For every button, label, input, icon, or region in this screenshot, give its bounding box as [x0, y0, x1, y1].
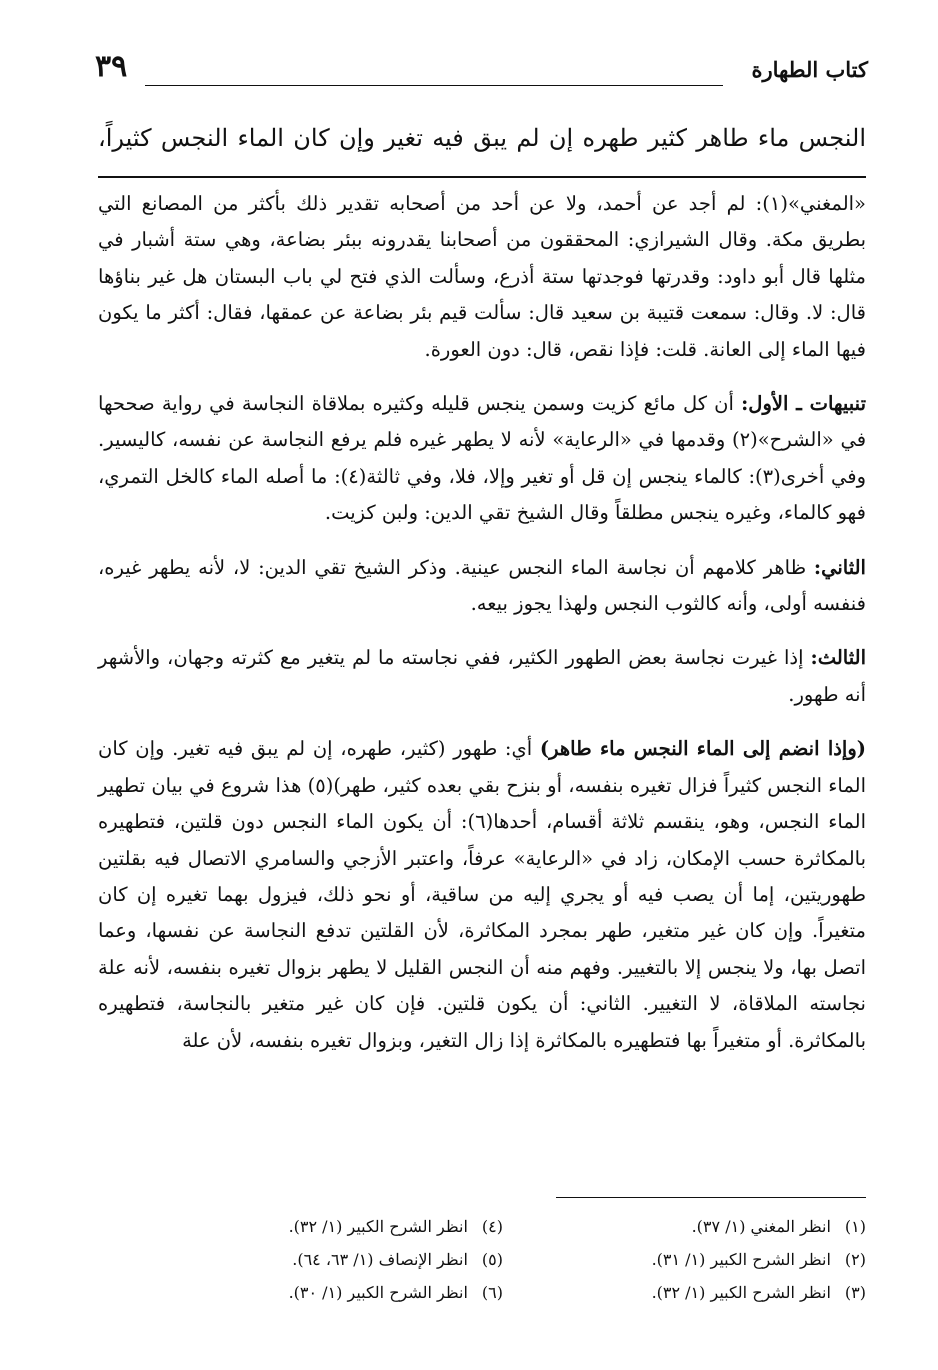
footnote-text: انظر الشرح الكبير (١/ ٣٢). — [288, 1217, 468, 1236]
footnote-column-left — [180, 1210, 503, 1309]
paragraph-text: إذا غيرت نجاسة بعض الطهور الكثير، ففي نجاسته ما لم يتغير مع كثرته وجهان، والأشهر أنه طهور. — [98, 646, 866, 706]
footnotes — [180, 1210, 866, 1309]
matn-text: النجس ماء طاهر كثير طهره إن لم يبق فيه تغير وإن كان الماء النجس كثيراً، — [98, 124, 866, 152]
footnote-number: (١) — [844, 1217, 866, 1236]
paragraph-5 — [98, 731, 866, 1059]
footnote-number: (٢) — [844, 1250, 866, 1269]
footnote-number: (٥) — [481, 1250, 503, 1269]
footnote-number: (٤) — [481, 1217, 503, 1236]
paragraph-lead: الثالث: — [810, 646, 866, 670]
paragraph-text: «المغني»(١): لم أجد عن أحمد، ولا عن أحد من أصحابه تقدير ذلك بأكثر من المصانع التي بطريق مكة. وقال الشيرازي: المحققون من أصحابنا يقدرونه ببئر بضاعة، وهي ستة أشبار في مثلها قال أبو داود: وقدرتها فوجدتها ستة أذرع، وسألت الذي فتح لي باب البستان هل غير بناؤها قال: لا. وقال: سمعت قتيبة بن سعيد قال: سألت قيم بئر بضاعة عن عمقها، فقال: أكثر ما يكون فيها الماء إلى العانة. قلت: فإذا نقص، قال: دون العورة. — [98, 192, 866, 361]
paragraph-text: أي: طهور (كثير، طهره، إن لم يبق فيه تغير. وإن كان الماء النجس كثيراً فزال تغيره بنفسه، أو بنزح بقي بعده كثير، طهر)(٥) هذا شروع في بيان تطهير الماء النجس، وهو، ينقسم ثلاثة أقسام، أحدها(٦): أن يكون الماء النجس دون قلتين، فتطهيره بالمكاثرة حسب الإمكان، زاد في «الرعاية» عرفاً، واعتبر الأزجي والسامري الاتصال فيه بقلتين طهوريتين، إما أن يصب فيه أو يجري إليه من ساقية، أو نحو ذلك، فيزول بهما تغيره إن كان متغيراً. وإن كان غير متغير، طهر بمجرد المكاثرة، لأن القلتين تدفع النجاسة عن نفسها، وعما اتصل بها، ولا ينجس إلا بالتغيير. وفهم منه أن النجس القليل لا يطهر بزوال تغيره بنفسه، لأنه علة نجاسته الملاقاة، لا التغيير. الثاني: أن يكون قلتين. فإن كان غير متغير بالنجاسة، فتطهيره بالمكاثرة. أو متغيراً بها فتطهيره بالمكاثرة إذا زال التغير، وبزوال تغيره بنفسه، لأن علة — [98, 737, 867, 1052]
footnote-text: انظر الشرح الكبير (١/ ٣٢). — [651, 1283, 831, 1302]
paragraph-text: ظاهر كلامهم أن نجاسة الماء النجس عينية. وذكر الشيخ تقي الدين: لا، لأنه يطهر غيره، فنفسه أولى، وأنه كالثوب النجس ولهذا يجوز بيعه. — [98, 555, 866, 616]
paragraph-4 — [98, 640, 866, 713]
header-rule — [145, 85, 723, 86]
footnote-text: انظر الشرح الكبير (١/ ٣١). — [651, 1250, 831, 1269]
footnote-item — [180, 1210, 503, 1243]
paragraph-2 — [98, 386, 866, 532]
footnote-rule — [556, 1197, 866, 1198]
footnote-item — [180, 1276, 503, 1309]
footnote-number: (٦) — [481, 1283, 503, 1302]
footnote-column-right — [543, 1210, 866, 1309]
footnote-item — [543, 1276, 866, 1309]
paragraph-1 — [98, 186, 866, 368]
footnote-item — [180, 1243, 503, 1276]
commentary-body — [98, 186, 866, 1077]
paragraph-text: أن كل مائع كزيت وسمن ينجس قليله وكثيره بملاقاة النجاسة في رواية صححها في «الشرح»(٢) وقدمها في «الرعاية» لأنه لا يطهر غيره فلم يرفع النجاسة عن نفسه، كاليسير. وفي أخرى(٣): كالماء ينجس إن قل أو تغير وإلا، فلا، وفي ثالثة(٤): ما أصله الماء كالخل التمري، فهو كالماء، وغيره ينجس مطلقاً وقال الشيخ تقي الدين: ولبن كزيت. — [98, 392, 867, 525]
running-head — [95, 49, 868, 95]
matn-rule — [98, 176, 866, 178]
paragraph-lead: تنبيهات ـ الأول: — [741, 392, 866, 416]
paragraph-lead: الثاني: — [813, 555, 866, 579]
footnote-text: انظر الشرح الكبير (١/ ٣٠). — [288, 1283, 468, 1302]
footnote-item — [543, 1243, 866, 1276]
page-number: ٣٩ — [95, 49, 133, 84]
footnote-text: انظر المغني (١/ ٣٧). — [691, 1217, 831, 1236]
footnote-number: (٣) — [844, 1283, 866, 1302]
footnote-item — [543, 1210, 866, 1243]
footnote-text: انظر الإنصاف (١/ ٦٣، ٦٤). — [292, 1250, 468, 1269]
running-title: كتاب الطهارة — [744, 57, 869, 82]
paragraph-lead: (وإذا انضم إلى الماء النجس ماء طاهر) — [539, 737, 866, 761]
paragraph-3 — [98, 550, 866, 623]
